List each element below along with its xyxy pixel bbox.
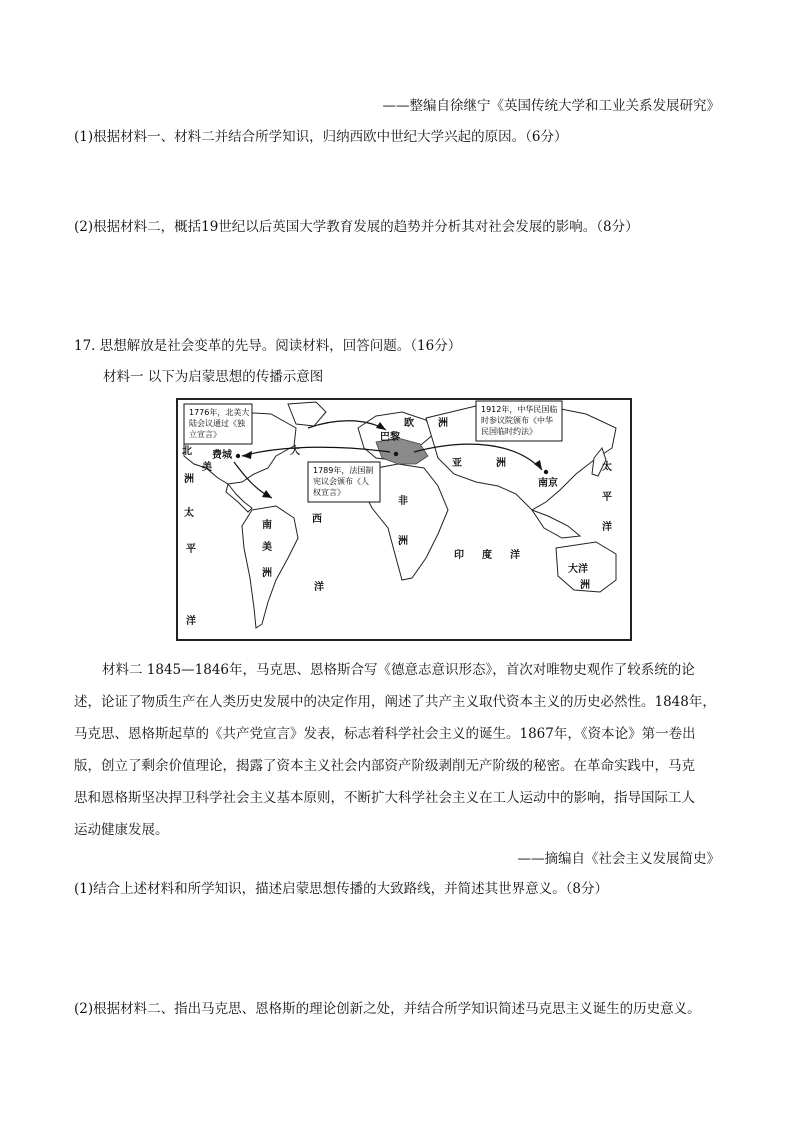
question-17-2: (2)根据材料二、指出马克思、恩格斯的理论创新之处，并结合所学知识简述马克思主义诞生的历史意义。 — [74, 1001, 701, 1017]
question-17-title: 17. 思想解放是社会变革的先导。阅读材料，回答问题。（16分） — [74, 338, 462, 354]
source-citation-2: ——摘编自《社会主义发展简史》 — [517, 851, 720, 867]
map-box-1776-line-1: 1776年，北美大 — [189, 408, 250, 417]
map-box-1789-line-3: 权宣言》 — [313, 488, 345, 497]
map-label-mei-2: 美 — [262, 542, 272, 553]
map-label-ping-right: 平 — [602, 492, 612, 503]
map-label-da: 大 — [290, 446, 300, 457]
material-2-line-6: 运动健康发展。 — [74, 822, 169, 838]
material-2-line-5: 思和恩格斯坚决捍卫科学社会主义基本原则，不断扩大科学社会主义在工人运动中的影响，指导国际工人 — [74, 790, 695, 806]
map-label-zhou-6: 洲 — [580, 580, 590, 591]
enlightenment-spread-map — [176, 398, 632, 641]
map-label-zhou-2: 洲 — [438, 418, 448, 429]
map-label-yang-middle: 洋 — [314, 582, 324, 593]
map-label-yang-right: 洋 — [602, 522, 612, 533]
map-label-mei: 美 — [202, 462, 212, 473]
map-city-philadelphia: 费城 — [212, 450, 232, 461]
map-label-yin: 印 — [454, 550, 464, 561]
map-label-tai-left: 太 — [184, 508, 194, 519]
map-label-du: 度 — [482, 550, 492, 561]
map-label-zhou-1: 洲 — [184, 474, 194, 485]
material-1-title: 材料一 以下为启蒙思想的传播示意图 — [103, 369, 324, 385]
material-2-line-4: 版，创立了剩余价值理论，揭露了资本主义社会内部资产阶级剥削无产阶级的秘密。在革命实践中，马克 — [74, 758, 695, 774]
map-label-dayang: 大洋 — [568, 564, 588, 575]
map-label-ya: 亚 — [452, 458, 462, 469]
material-2-paragraph — [74, 654, 730, 846]
source-citation-1: ——整编自徐继宁《英国传统大学和工业关系发展研究》 — [382, 98, 720, 114]
material-2-line-3: 马克思、恩格斯起草的《共产党宣言》发表，标志着科学社会主义的诞生。1867年，《资本论》第一卷出 — [74, 726, 696, 742]
map-box-1912-line-3: 民国临时约法》 — [481, 427, 537, 436]
map-label-yang-left: 洋 — [186, 616, 196, 627]
map-label-tai-right: 太 — [602, 462, 612, 473]
question-16-2: (2)根据材料二，概括19世纪以后英国大学教育发展的趋势并分析其对社会发展的影响。（8分） — [74, 219, 639, 235]
map-label-bei: 北 — [182, 446, 192, 457]
map-box-1789-line-1: 1789年，法国制 — [313, 466, 374, 475]
map-label-fei: 非 — [398, 496, 408, 507]
material-2-line-1: 材料二 1845—1846年，马克思、恩格斯合写《德意志意识形态》，首次对唯物史观作了较系统的论 — [102, 662, 695, 678]
map-label-nan: 南 — [262, 520, 272, 531]
map-city-nanjing: 南京 — [538, 478, 558, 489]
map-box-1776-line-3: 立宣言》 — [189, 430, 221, 439]
material-2-line-2: 述，论证了物质生产在人类历史发展中的决定作用，阐述了共产主义取代资本主义的历史必然性。1848年， — [74, 694, 716, 710]
map-label-ou: 欧 — [404, 418, 414, 429]
map-label-ping-left: 平 — [186, 544, 196, 555]
question-17-1: (1)结合上述材料和所学知识，描述启蒙思想传播的大致路线，并简述其世界意义。（8分） — [74, 881, 608, 897]
map-box-1912-line-1: 1912年，中华民国临 — [481, 405, 558, 414]
question-16-1: (1)根据材料一、材料二并结合所学知识，归纳西欧中世纪大学兴起的原因。（6分） — [74, 129, 568, 145]
map-label-zhou-5: 洲 — [398, 536, 408, 547]
map-label-zhou-4: 洲 — [262, 568, 272, 579]
map-city-paris: 巴黎 — [380, 432, 400, 443]
map-box-1789-line-2: 宪议会颁布《人 — [313, 477, 369, 486]
map-box-1912-line-2: 时参议院颁布《中华 — [481, 416, 553, 425]
map-box-1776-line-2: 陆会议通过《独 — [189, 419, 245, 428]
map-label-xi: 西 — [312, 514, 322, 525]
map-label-yang-indian: 洋 — [510, 550, 520, 561]
map-label-zhou-3: 洲 — [496, 458, 506, 469]
